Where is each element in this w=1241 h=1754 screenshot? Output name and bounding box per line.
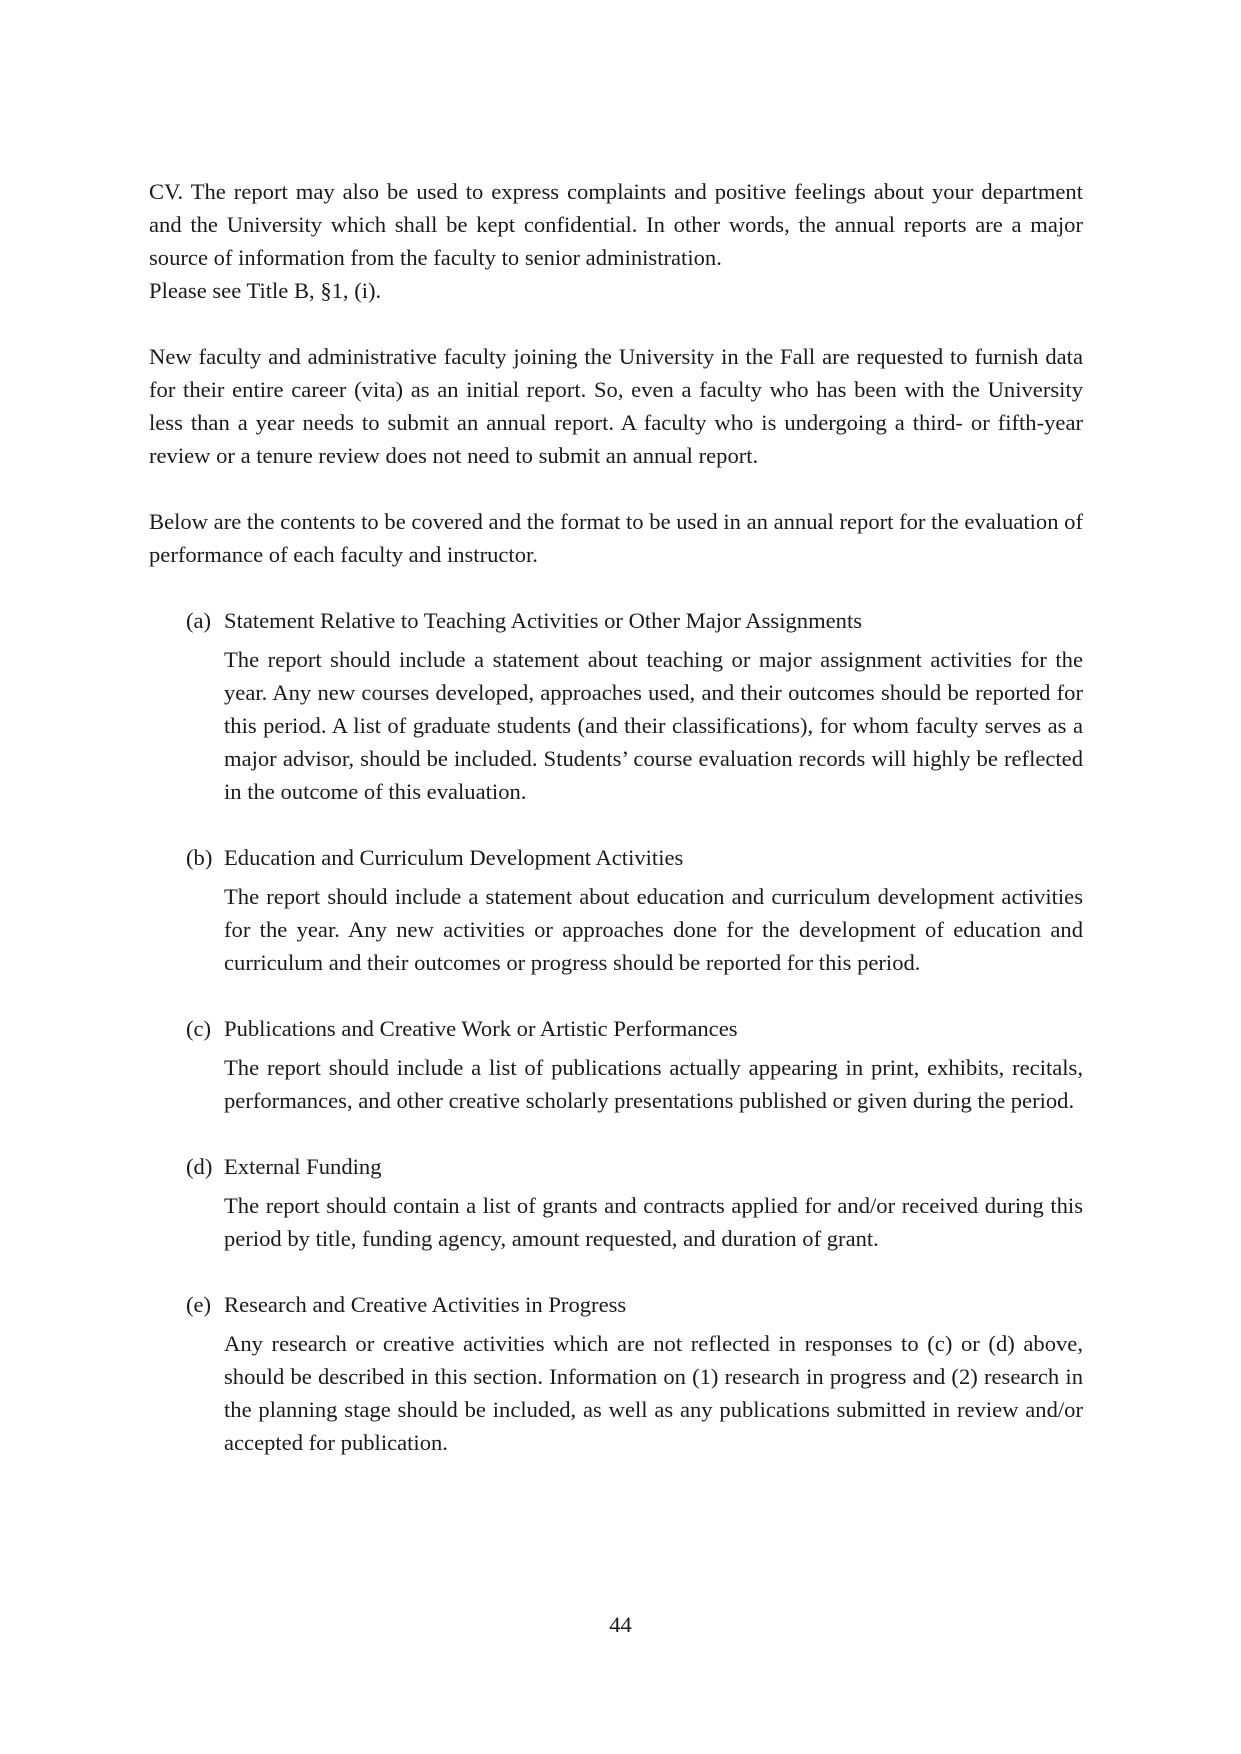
item-heading [186,1012,1083,1045]
item-heading [186,1150,1083,1183]
item-heading [186,1288,1083,1321]
list-item-e [186,1288,1083,1459]
item-body: The report should contain a list of grants and contracts applied for and/or received during this period by title, funding agency, amount requested, and duration of grant. [224,1193,1083,1251]
list-item-c [186,1012,1083,1117]
item-body: The report should include a statement about teaching or major assignment activities for the year. Any new courses developed, approaches used, and their outcomes should be reported for this period. A list of graduate students (and their classifications), for whom faculty serves as a major advisor, should be included. Students’ course evaluation records will highly be reflected in the outcome of this evaluation. [224,647,1083,804]
item-label: (b) [186,845,213,870]
item-title: Education and Curriculum Development Activities [224,845,684,870]
intro-paragraph-1: CV. The report may also be used to express complaints and positive feelings about your department and the University which shall be kept confidential. In other words, the annual reports are a major source of information from the faculty to senior administration. [149,179,1083,270]
item-label: (e) [186,1292,212,1317]
item-label: (d) [186,1154,213,1179]
list-item-a [186,604,1083,808]
item-body: Any research or creative activities which are not reflected in responses to (c) or (d) above, should be described in this section. Information on (1) research in progress and (2) research in the planning stage should be included, as well as any publications submitted in review and/or accepted for publication. [224,1331,1083,1455]
item-body: The report should include a list of publications actually appearing in print, exhibits, recitals, performances, and other creative scholarly presentations published or given during the period. [224,1055,1083,1113]
item-heading [186,841,1083,874]
item-label: (c) [186,1016,212,1041]
item-body: The report should include a statement about education and curriculum development activities for the year. Any new activities or approaches done for the development of education and curriculum and their outcomes or progress should be reported for this period. [224,884,1083,975]
item-title: Research and Creative Activities in Progress [224,1292,627,1317]
list-item-d [186,1150,1083,1255]
item-heading [186,604,1083,637]
item-label: (a) [186,608,212,633]
item-title: Publications and Creative Work or Artistic Performances [224,1016,738,1041]
list-item-b [186,841,1083,979]
document-page [149,175,1083,1492]
intro-paragraph-3: Below are the contents to be covered and the format to be used in an annual report for the evaluation of performance of each faculty and instructor. [149,509,1083,567]
item-title: External Funding [224,1154,382,1179]
page-number: 44 [609,1612,632,1637]
reference-line: Please see Title B, §1, (i). [149,278,382,303]
item-title: Statement Relative to Teaching Activities or Other Major Assignments [224,608,863,633]
intro-paragraph-2: New faculty and administrative faculty joining the University in the Fall are requested to furnish data for their entire career (vita) as an initial report. So, even a faculty who has been with the University less than a year needs to submit an annual report. A faculty who is undergoing a third- or fifth-year review or a tenure review does not need to submit an annual report. [149,344,1083,468]
